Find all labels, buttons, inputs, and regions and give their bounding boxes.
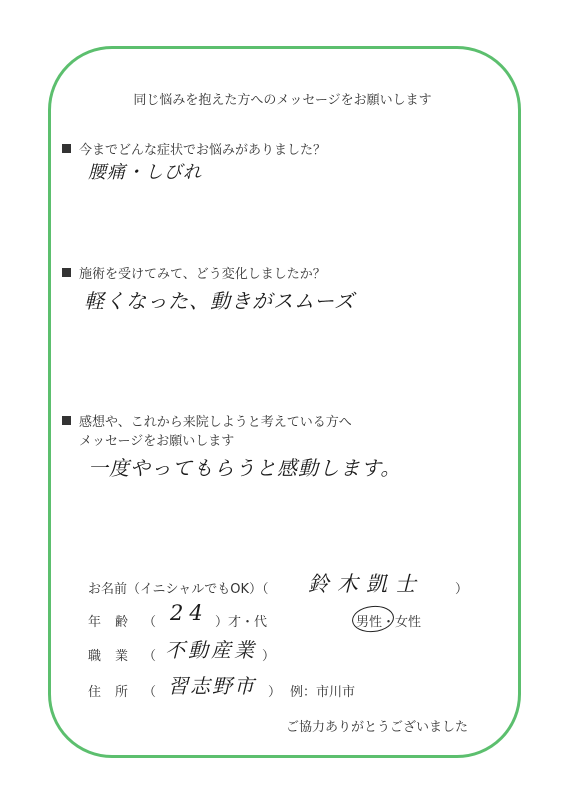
address-label: 住所 bbox=[88, 685, 143, 700]
question-2-label: 施術を受けてみて、どう変化しましたか？ bbox=[79, 267, 326, 282]
address-close: ） bbox=[268, 685, 282, 700]
address-value: 習志野市 bbox=[168, 674, 256, 698]
question-3 bbox=[62, 411, 352, 430]
bullet-square-icon bbox=[62, 144, 71, 153]
question-2 bbox=[62, 263, 326, 282]
job-value: 不動産業 bbox=[165, 638, 257, 662]
footer-thanks: ご協力ありがとうございました bbox=[286, 720, 469, 735]
question-1 bbox=[62, 139, 326, 158]
bullet-square-icon bbox=[62, 416, 71, 425]
question-1-label: 今までどんな症状でお悩みがありました？ bbox=[79, 143, 327, 158]
answer-2: 軽くなった、動きがスムーズ bbox=[84, 289, 355, 313]
job-label: 職業 bbox=[88, 649, 143, 664]
answer-3: 一度やってもらうと感動します。 bbox=[88, 456, 402, 480]
name-close: ） bbox=[455, 582, 469, 597]
job-close: ） bbox=[262, 649, 276, 664]
gender-male: 男性 bbox=[356, 615, 383, 630]
page-title: 同じ悩みを抱えた方へのメッセージをお願いします bbox=[133, 93, 432, 108]
question-3-label-line1: 感想や、これから来院しようと考えている方へ bbox=[79, 415, 352, 430]
gender-female: 女性 bbox=[395, 615, 422, 630]
name-row bbox=[88, 578, 268, 597]
age-value: 24 bbox=[170, 601, 209, 625]
name-label: お名前（イニシャルでもOK）（ bbox=[88, 582, 269, 597]
age-open: （ bbox=[143, 615, 157, 630]
address-open: （ bbox=[143, 685, 157, 700]
job-open: （ bbox=[143, 649, 157, 664]
answer-1: 腰痛・しびれ bbox=[88, 162, 202, 183]
age-label: 年齢 bbox=[88, 615, 143, 630]
address-example: 例：市川市 bbox=[290, 685, 356, 700]
bullet-square-icon bbox=[62, 268, 71, 277]
question-3-label-line2: メッセージをお願いします bbox=[79, 434, 235, 449]
gender-options: 男性・女性 bbox=[356, 615, 422, 630]
age-suffix: ）才・代 bbox=[215, 615, 268, 630]
name-value: 鈴木凱士 bbox=[308, 572, 424, 596]
